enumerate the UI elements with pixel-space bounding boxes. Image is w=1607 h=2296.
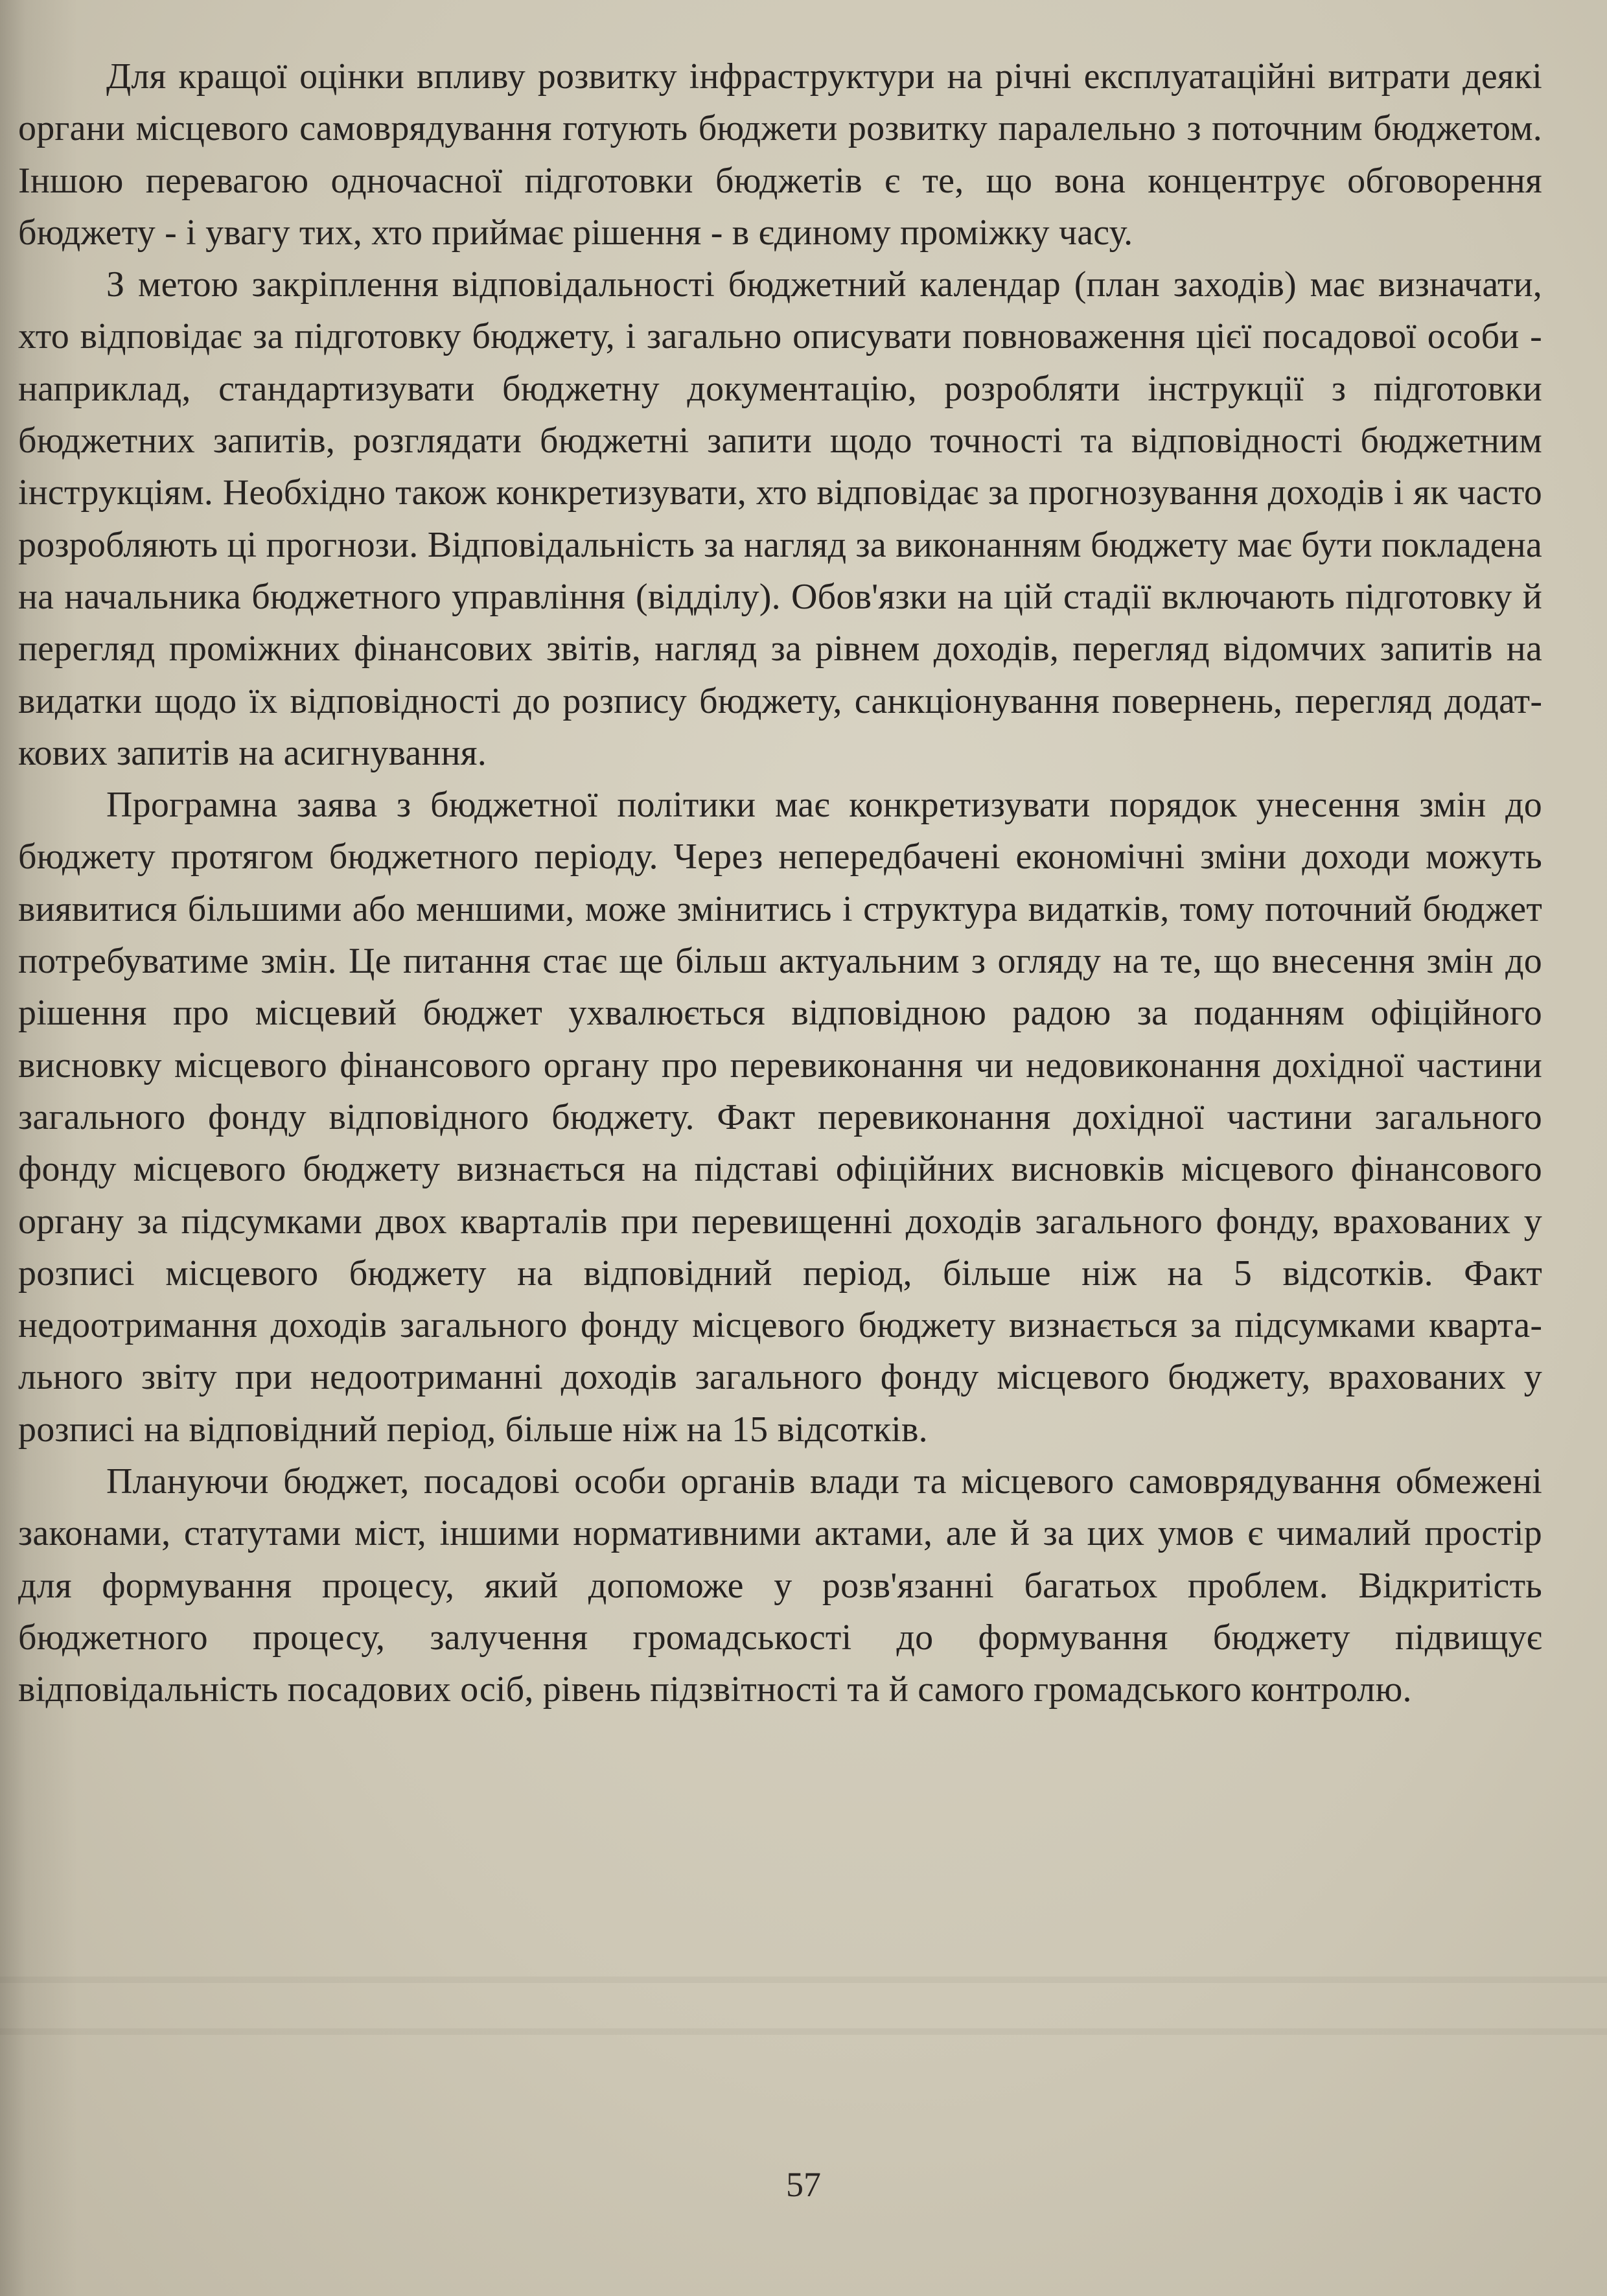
show-through-shadow <box>0 1957 1607 2061</box>
page-number: 57 <box>786 2165 821 2204</box>
paragraph-1: Для кращої оцінки впливу розвитку інфраструктури на річні експлуатаційні витрати деякі органи місцевого самоврядування готують бюджети розвитку паралельно з поточним бюджетом. Іншою перевагою одночасної підготовки бюджетів є те, що вона концентрує обговорення бюджету - і увагу тих, хто приймає рішення - в єдиному проміжку часу. <box>18 56 1542 253</box>
body-text <box>18 51 1542 1716</box>
paragraph-2: З метою закріплення відповідальності бюджетний календар (план заходів) має визначати, хто відповідає за підготовку бюджету, і загально описувати повноваження цієї посадової особи - наприклад, стандартизувати бюджетну документацію, розробляти інструкції з підготовки бюджетних запитів, розглядати бюджетні запити щодо точності та відповідності бюджетним інструкціям. Необхідно також конкретизувати, хто відповідає за прогнозування доходів і як часто розробляють ці прогнози. Відповідальність за нагляд за виконанням бюджету має бути покладена на начальника бюджетного управління (відділу). Обов'язки на цій стадії включають підготовку й перегляд проміжних фінансових звітів, нагляд за рівнем доходів, перегляд відомчих запитів на видатки щодо їх відповідності до розпису бюджету, санкціонування повернень, перегляд додаткових запитів на асигнування. <box>18 264 1542 773</box>
paragraph-4: Плануючи бюджет, посадові особи органів влади та місцевого самоврядування обмежені законами, статутами міст, іншими нормативними актами, але й за цих умов є чималий простір для формування процесу, який допоможе у розв'язанні багатьох проблем. Відкритість бюджетного процесу, залучення громадськості до формування бюджету підвищує відповідальність посадових осіб, рівень підзвітності та й самого громадського контролю. <box>18 1461 1542 1710</box>
paragraph-3: Програмна заява з бюджетної політики має конкретизувати порядок унесення змін до бюджету протягом бюджетного періоду. Через непередбачені економічні зміни доходи можуть виявитися більшими або меншими, може змінитись і структура видатків, тому поточний бюджет потребуватиме змін. Це питання стає ще більш актуальним з огляду на те, що внесення змін до рішення про місцевий бюджет ухвалюється відповідною радою за поданням офіційного висновку місцевого фінансового органу про перевиконання чи недовиконання дохідної частини загального фонду відповідного бюджету. Факт перевиконання дохідної частини загального фонду місцевого бюджету визнається на підставі офіційних висновків місцевого фінансового органу за підсумками двох кварталів при перевищенні доходів загального фонду, врахованих у розписі місцевого бюджету на відповідний період, більше ніж на 5 відсотків. Факт недоотримання доходів загального фонду місцевого бюджету визнається за підсумками квартального звіту при недоотриманні доходів загального фонду місцевого бюджету, врахованих у розписі на відповідний період, більше ніж на 15 відсотків. <box>18 785 1542 1450</box>
